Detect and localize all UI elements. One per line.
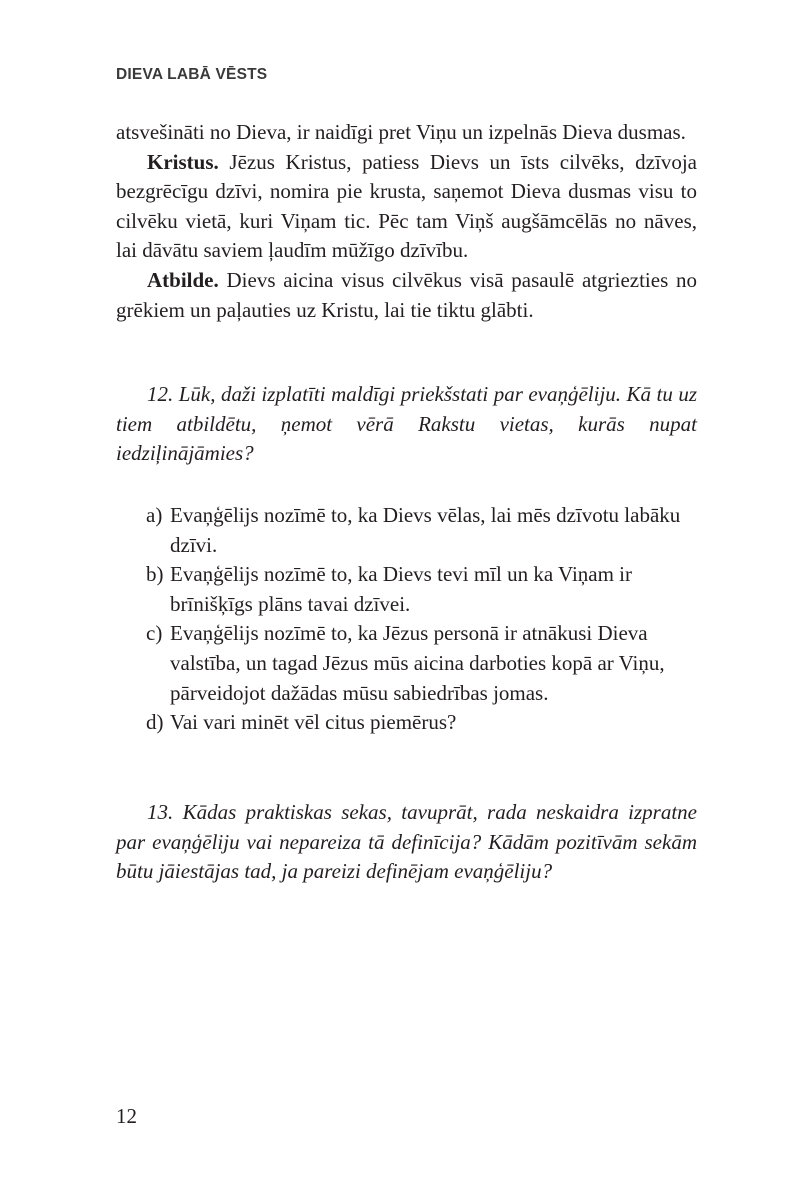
question-12-number: 12. <box>147 382 174 406</box>
question-13-number: 13. <box>147 800 174 824</box>
page-number: 12 <box>116 1104 137 1128</box>
paragraph-kristus-text: Jēzus Kristus, patiess Dievs un īsts cilvēks, dzīvoja bezgrēcīgu dzīvi, nomira pie krusta, saņemot Dieva dusmas visu to cilvēku vietā, kuri Viņam tic. Pēc tam Viņš augšāmcēlās no nāves, lai dāvātu saviem ļaudīm mūžīgo dzīvību. <box>116 149 697 263</box>
question-12-options <box>146 501 697 738</box>
question-13-text: Kādas praktiskas sekas, tavuprāt, rada neskaidra izpratne par evaņģēliju vai nepareiza tā definīcija? Kādām pozitīvām sekām būtu jāiestājas tad, ja pareizi definējam evaņģēliju? <box>116 800 697 884</box>
term-kristus: Kristus. <box>147 149 219 174</box>
paragraph-atbilde <box>116 266 697 325</box>
list-item <box>146 560 697 619</box>
option-marker: c) <box>146 621 163 646</box>
option-marker: b) <box>146 562 164 587</box>
option-text: Vai vari minēt vēl citus piemērus? <box>170 710 457 735</box>
list-item <box>146 501 697 560</box>
question-12 <box>116 380 697 469</box>
paragraph-continued: atsvešināti no Dieva, ir naidīgi pret Viņu un izpelnās Dieva dusmas. <box>116 120 686 144</box>
list-item <box>146 619 697 708</box>
option-text: Evaņģēlijs nozīmē to, ka Jēzus personā ir atnākusi Dieva valstība, un tagad Jēzus mūs aicina darboties kopā ar Viņu, pārveidojot dažādas mūsu sabiedrības jomas. <box>170 621 665 705</box>
running-header: DIEVA LABĀ VĒSTS <box>116 66 268 83</box>
list-item <box>146 708 697 738</box>
paragraph-kristus <box>116 148 697 266</box>
option-marker: d) <box>146 710 164 735</box>
term-atbilde: Atbilde. <box>147 267 219 292</box>
paragraph-atbilde-text: Dievs aicina visus cilvēkus visā pasaulē atgriezties no grēkiem un paļauties uz Kristu, lai tie tiktu glābti. <box>116 267 697 322</box>
option-text: Evaņģēlijs nozīmē to, ka Dievs vēlas, lai mēs dzīvotu labāku dzīvi. <box>170 503 681 557</box>
body-section <box>116 118 697 325</box>
option-text: Evaņģēlijs nozīmē to, ka Dievs tevi mīl un ka Viņam ir brīnišķīgs plāns tavai dzīvei. <box>170 562 633 616</box>
question-12-text: Lūk, daži izplatīti maldīgi priekšstati par evaņģēliju. Kā tu uz tiem atbildētu, ņemot vērā Rakstu vietas, kurās nupat iedziļinājāmies? <box>116 382 697 466</box>
question-12-prompt <box>116 380 697 469</box>
question-13 <box>116 798 697 887</box>
option-marker: a) <box>146 503 163 527</box>
question-13-prompt <box>116 798 697 887</box>
